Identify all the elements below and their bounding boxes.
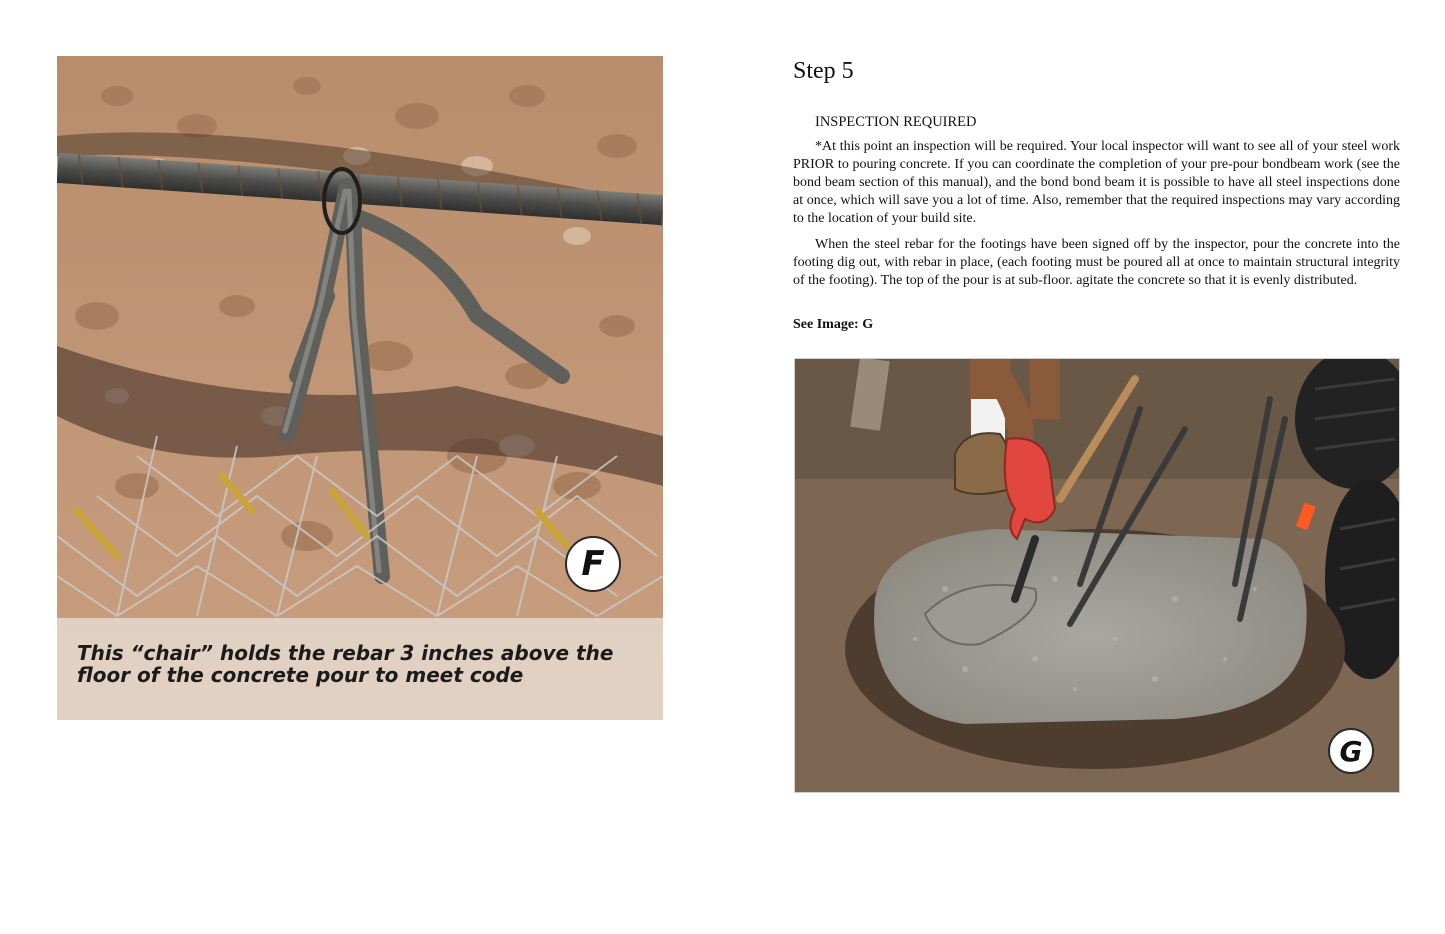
concrete-pour-illustration: [795, 359, 1400, 793]
figure-f-badge: F: [565, 536, 621, 592]
see-image-reference: See Image: G: [793, 317, 874, 332]
paragraph-pour: When the steel rebar for the footings have been signed off by the inspector, pour the concrete into the footing dig out, with rebar in place, (each footing must be poured all at once to maintain structural integrity of the footing). The top of the pour is at sub-floor. agitate the concrete so that it is evenly distributed.: [793, 237, 1400, 288]
figure-f-caption: This “chair” holds the rebar 3 inches above the floor of the concrete pour to meet code: [77, 641, 614, 687]
figure-f-photo: [57, 56, 663, 720]
section-heading: INSPECTION REQUIRED: [815, 114, 977, 130]
step-text-column: [793, 56, 1400, 332]
step-title: Step 5: [793, 58, 854, 84]
figure-g-badge: G: [1328, 728, 1374, 774]
paragraph-inspection: *At this point an inspection will be required. Your local inspector will want to see all of your steel work PRIOR to pouring concrete. If you can coordinate the completion of your pre-pour bondbeam work (see the bond beam section of this manual), and the bond bond beam it is possible to have all steel inspections done at once, which will save you a lot of time. Also, remember that the required inspections may vary according to the location of your build site.: [793, 139, 1400, 226]
figure-g-photo: [794, 358, 1400, 793]
